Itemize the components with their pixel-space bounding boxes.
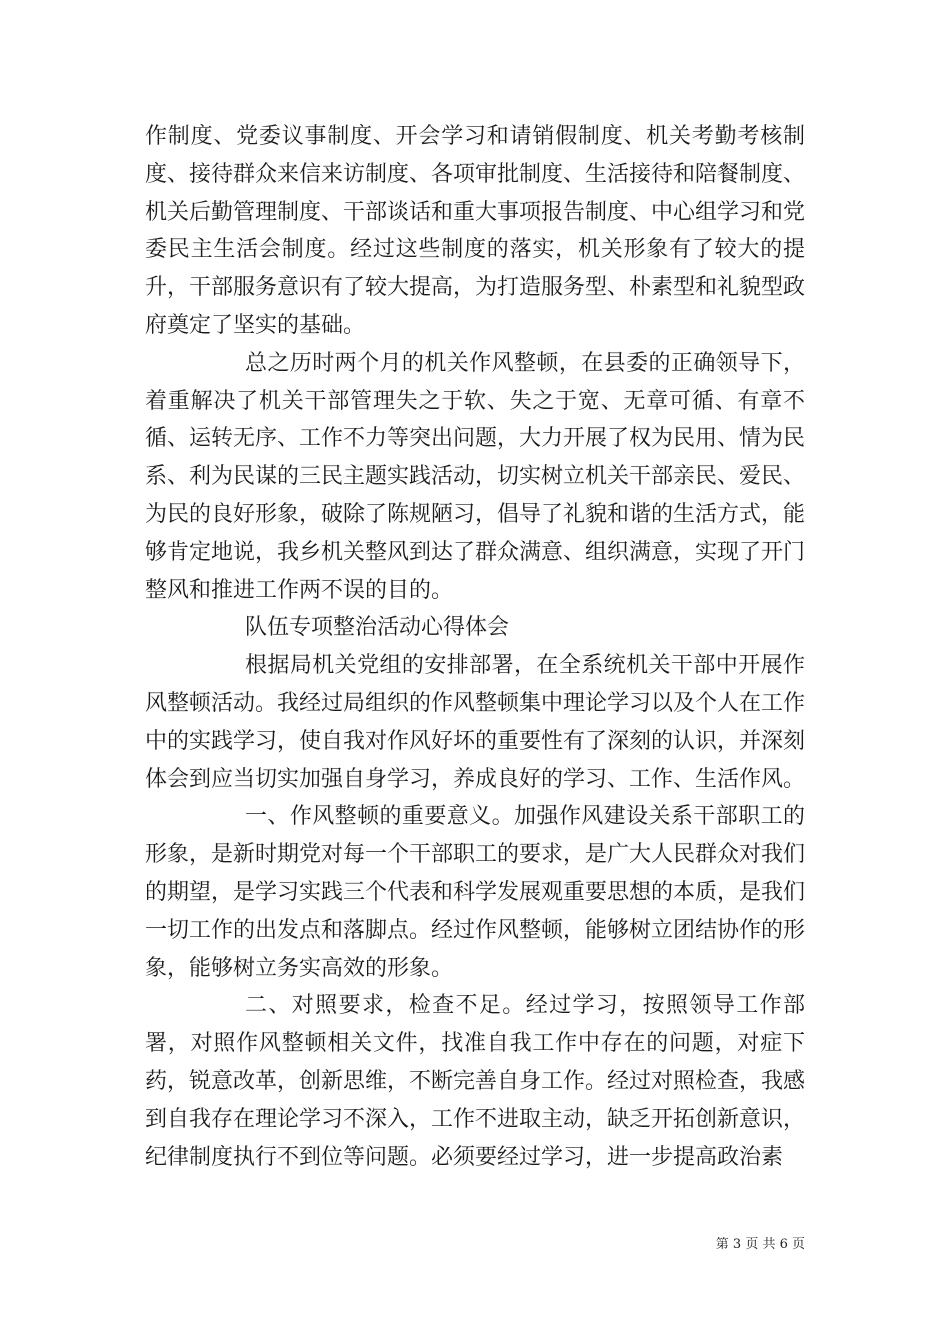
paragraph-summary: 总之历时两个月的机关作风整顿，在县委的正确领导下，着重解决了机关干部管理失之于软、失之于宽、无章可循、有章不循、运转无序、工作不力等突出问题，大力开展了权为民用、情为民系、利为民谋的三民主题实践活动，切实树立机关干部亲民、爱民、为民的良好形象，破除了陈规陋习，倡导了礼貌和谐的生活方式，能够肯定地说，我乡机关整风到达了群众满意、组织满意，实现了开门整风和推进工作两不误的目的。 xyxy=(145,350,806,603)
page-number-footer: 第 3 页 共 6 页 xyxy=(715,1237,805,1252)
section-title: 队伍专项整治活动心得体会 xyxy=(245,615,510,641)
paragraph-point-two: 二、对照要求，检查不足。经过学习，按照领导工作部署，对照作风整顿相关文件，找准自我工作中存在的问题，对症下药，锐意改革，创新思维，不断完善自身工作。经过对照检查，我感到自我存在理论学习不深入，工作不进取主动，缺乏开拓创新意识，纪律制度执行不到位等问题。必须要经过学习，进一步提高政治素 xyxy=(145,993,806,1170)
paragraph-intro: 根据局机关党组的安排部署，在全系统机关干部中开展作风整顿活动。我经过局组织的作风整顿集中理论学习以及个人在工作中的实践学习，使自我对作风好坏的重要性有了深刻的认识，并深刻体会到应当切实加强自身学习，养成良好的学习、工作、生活作风。 xyxy=(145,653,806,792)
paragraph-point-one: 一、作风整顿的重要意义。加强作风建设关系干部职工的形象，是新时期党对每一个干部职工的要求，是广大人民群众对我们的期望，是学习实践三个代表和科学发展观重要思想的本质，是我们一切工作的出发点和落脚点。经过作风整顿，能够树立团结协作的形象，能够树立务实高效的形象。 xyxy=(145,804,806,981)
document-body xyxy=(145,118,805,1176)
paragraph-rules-list: 作制度、党委议事制度、开会学习和请销假制度、机关考勤考核制度、接待群众来信来访制度、各项审批制度、生活接待和陪餐制度、机关后勤管理制度、干部谈话和重大事项报告制度、中心组学习和党委民主生活会制度。经过这些制度的落实，机关形象有了较大的提升，干部服务意识有了较大提高，为打造服务型、朴素型和礼貌型政府奠定了坚实的基础。 xyxy=(145,124,806,338)
